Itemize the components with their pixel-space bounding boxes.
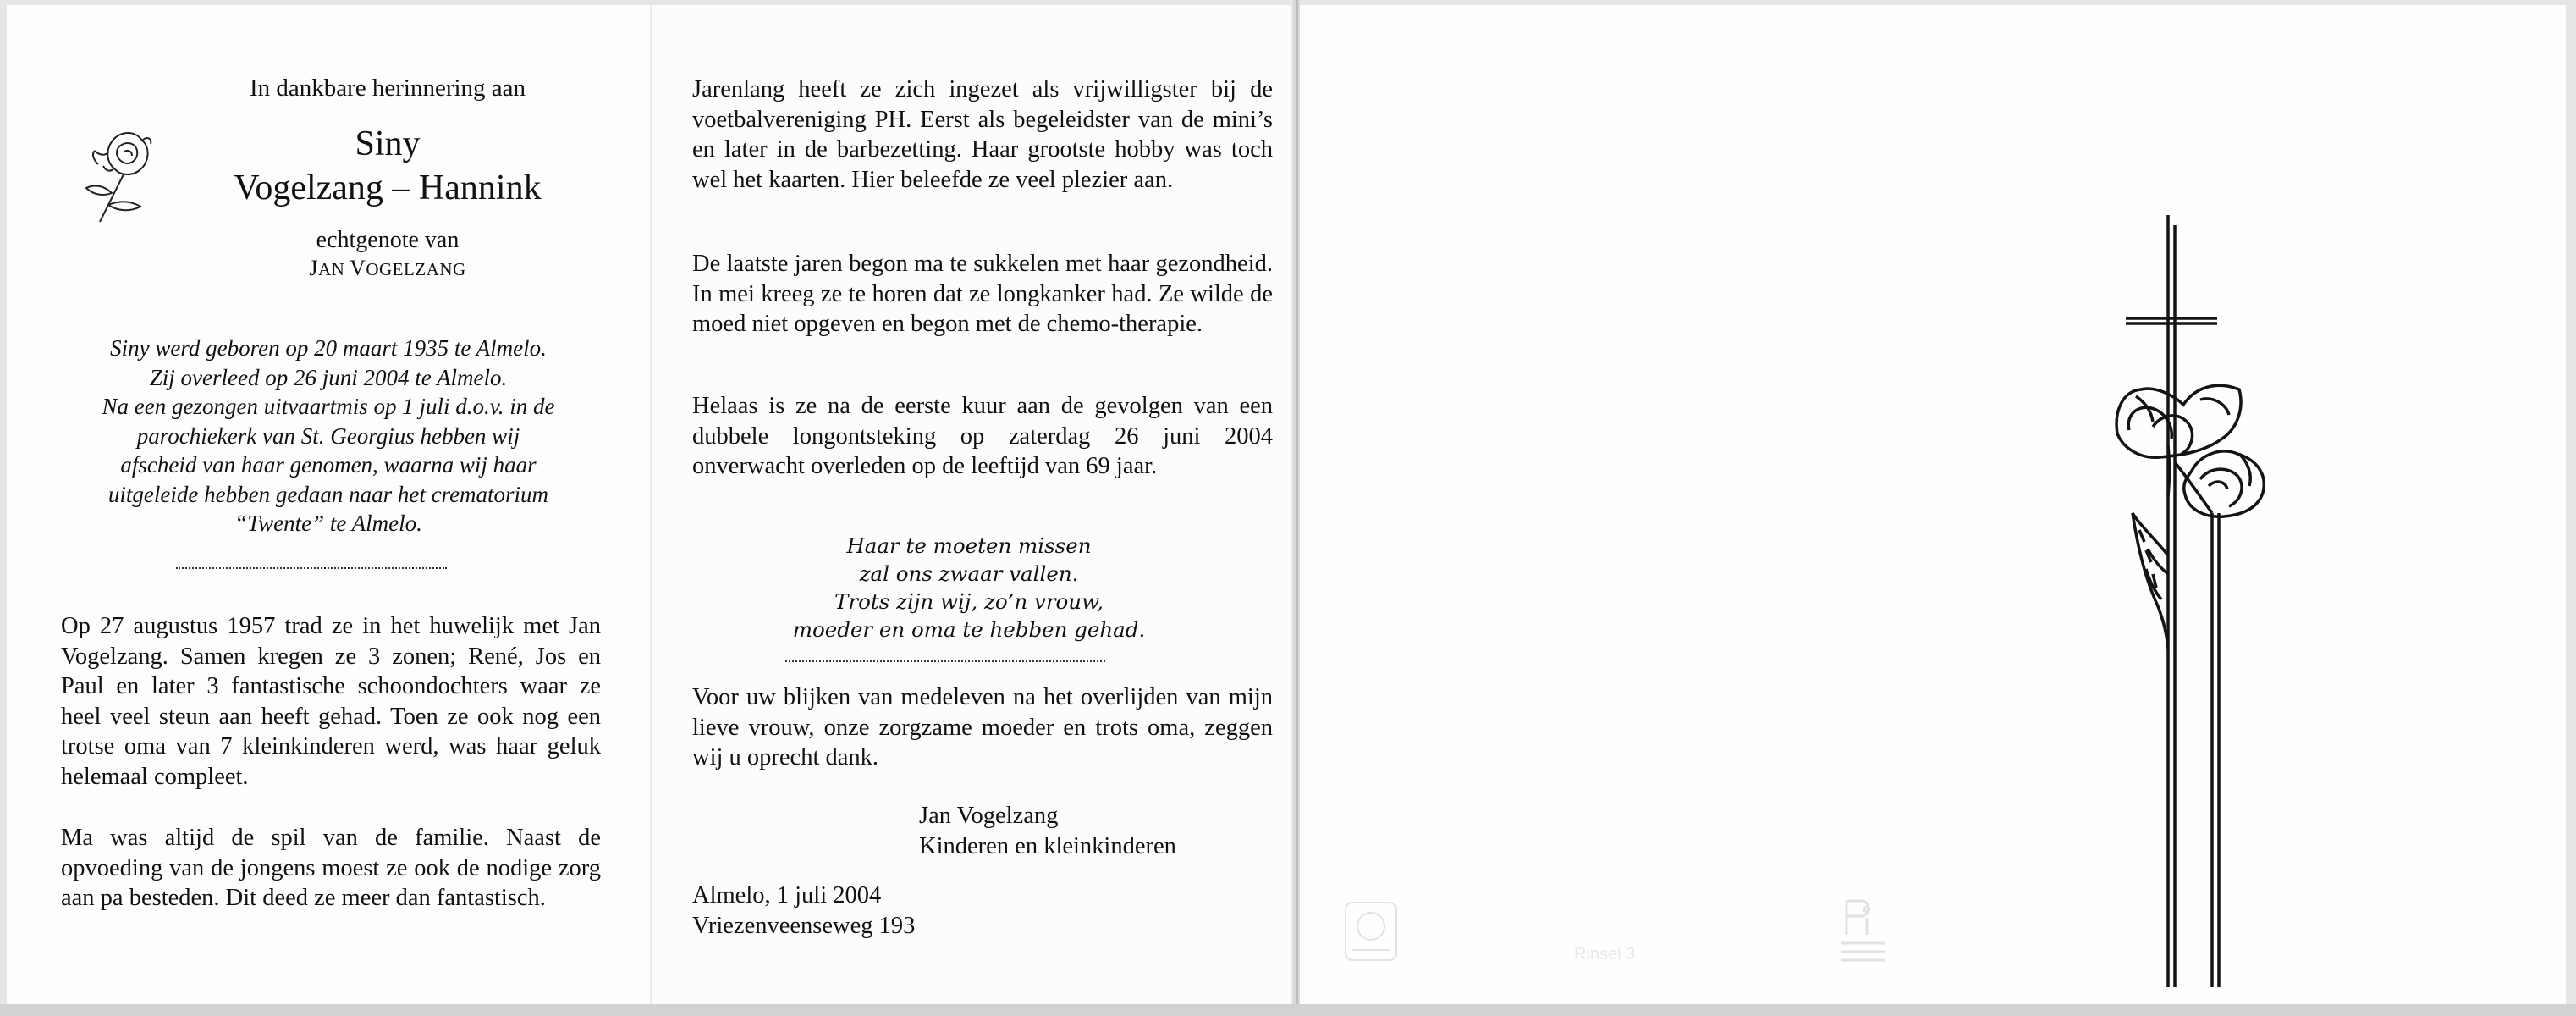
volunteer-paragraph: Jarenlang heeft ze zich ingezet als vrijwilligster bij de voetbalvereniging PH. Eerst als begeleidster van de mini’s en later in de barbezetting. Haar grootste hobby was toch wel het kaarten. Hier beleefde ze veel plezier aan. <box>692 76 1273 193</box>
inside-right-panel <box>652 5 1291 1004</box>
rose-icon <box>74 122 168 237</box>
spouse-name-initial: J <box>309 256 318 280</box>
biography-italic <box>41 334 616 538</box>
cross-with-roses-icon <box>2073 208 2293 996</box>
family-paragraph: Ma was altijd de spil van de familie. Naast de opvoeding van de jongens moest ze ook de nodige zorg aan pa besteden. Dit deed ze meer dan fantastisch. <box>61 825 601 911</box>
spouse-name <box>176 256 599 281</box>
bio-line: “Twente” te Almelo. <box>234 511 422 536</box>
scan-bottom-edge <box>0 1004 2576 1016</box>
deceased-full-name: Vogelzang – Hannink <box>234 168 542 207</box>
card-fold-line <box>1296 0 1298 1016</box>
bio-line: afscheid van haar genomen, waarna wij haar <box>120 452 537 478</box>
poem-line: Trots zijn wij, zo’n vrouw, <box>834 589 1104 614</box>
passing-paragraph: Helaas is ze na de eerste kuur aan de gevolgen van een dubbele longontsteking op zaterdag 26 juni 2004 onverwacht overleden op de leeftijd van 69 jaar. <box>692 393 1273 479</box>
place-date-line: Almelo, 1 juli 2004 <box>692 882 882 908</box>
poem-line: moeder en oma te hebben gehad. <box>792 617 1146 642</box>
bio-line: Na een gezongen uitvaartmis op 1 juli d.o.v. in de <box>102 394 555 419</box>
inside-left-panel <box>7 5 651 1004</box>
thanks-paragraph: Voor uw blijken van medeleven na het overlijden van mijn lieve vrouw, onze zorgzame moeder en trots oma, zeggen wij u oprecht dank. <box>692 684 1273 770</box>
poem-line: Haar te moeten missen <box>846 533 1092 558</box>
spouse-name-rest: AN <box>317 259 350 279</box>
illness-paragraph: De laatste jaren begon ma te sukkelen met haar gezondheid. In mei kreeg ze te horen dat ze longkanker had. Ze wilde de moed niet opgeven en begon met de chemo-therapie. <box>692 251 1273 337</box>
signature <box>919 801 1274 862</box>
signature-line: Kinderen en kleinkinderen <box>919 833 1176 859</box>
memorial-heading: In dankbare herinnering aan <box>249 75 526 102</box>
bio-line: parochiekerk van St. Georgius hebben wij <box>136 422 520 449</box>
place-and-address <box>692 881 1115 941</box>
signature-line: Jan Vogelzang <box>919 803 1059 829</box>
faint-printer-text: Rinsel 3 <box>1574 945 1636 964</box>
dotted-divider <box>176 567 447 569</box>
bio-line: Siny werd geboren op 20 maart 1935 te Almelo. <box>110 335 547 361</box>
poem <box>770 532 1168 643</box>
spouse-surname-initial: V <box>350 256 366 280</box>
cover-panel <box>1300 5 2566 1004</box>
bio-line: uitgeleide hebben gedaan naar het crematorium <box>107 481 549 507</box>
address-line: Vriezenveenseweg 193 <box>692 913 916 939</box>
spouse-surname-rest: OGELZANG <box>366 259 466 279</box>
dotted-divider <box>785 660 1105 662</box>
faint-stamp-icon <box>1340 897 1401 965</box>
bio-line: Zij overleed op 26 juni 2004 te Almelo. <box>149 364 508 390</box>
deceased-first-name: Siny <box>355 124 421 163</box>
marriage-paragraph: Op 27 augustus 1957 trad ze in het huwelijk met Jan Vogelzang. Samen kregen ze 3 zonen; René, Jos en Paul en later 3 fantastische schoondochters waar ze heel veel steun aan heeft gehad. Toen ze ook nog een trotse oma van 7 kleinkinderen werd, was haar geluk helemaal compleet. <box>61 613 601 790</box>
spouse-label: echtgenote van <box>316 227 460 253</box>
printer-logo-icon <box>1833 892 1894 969</box>
poem-line: zal ons zwaar vallen. <box>859 561 1079 586</box>
